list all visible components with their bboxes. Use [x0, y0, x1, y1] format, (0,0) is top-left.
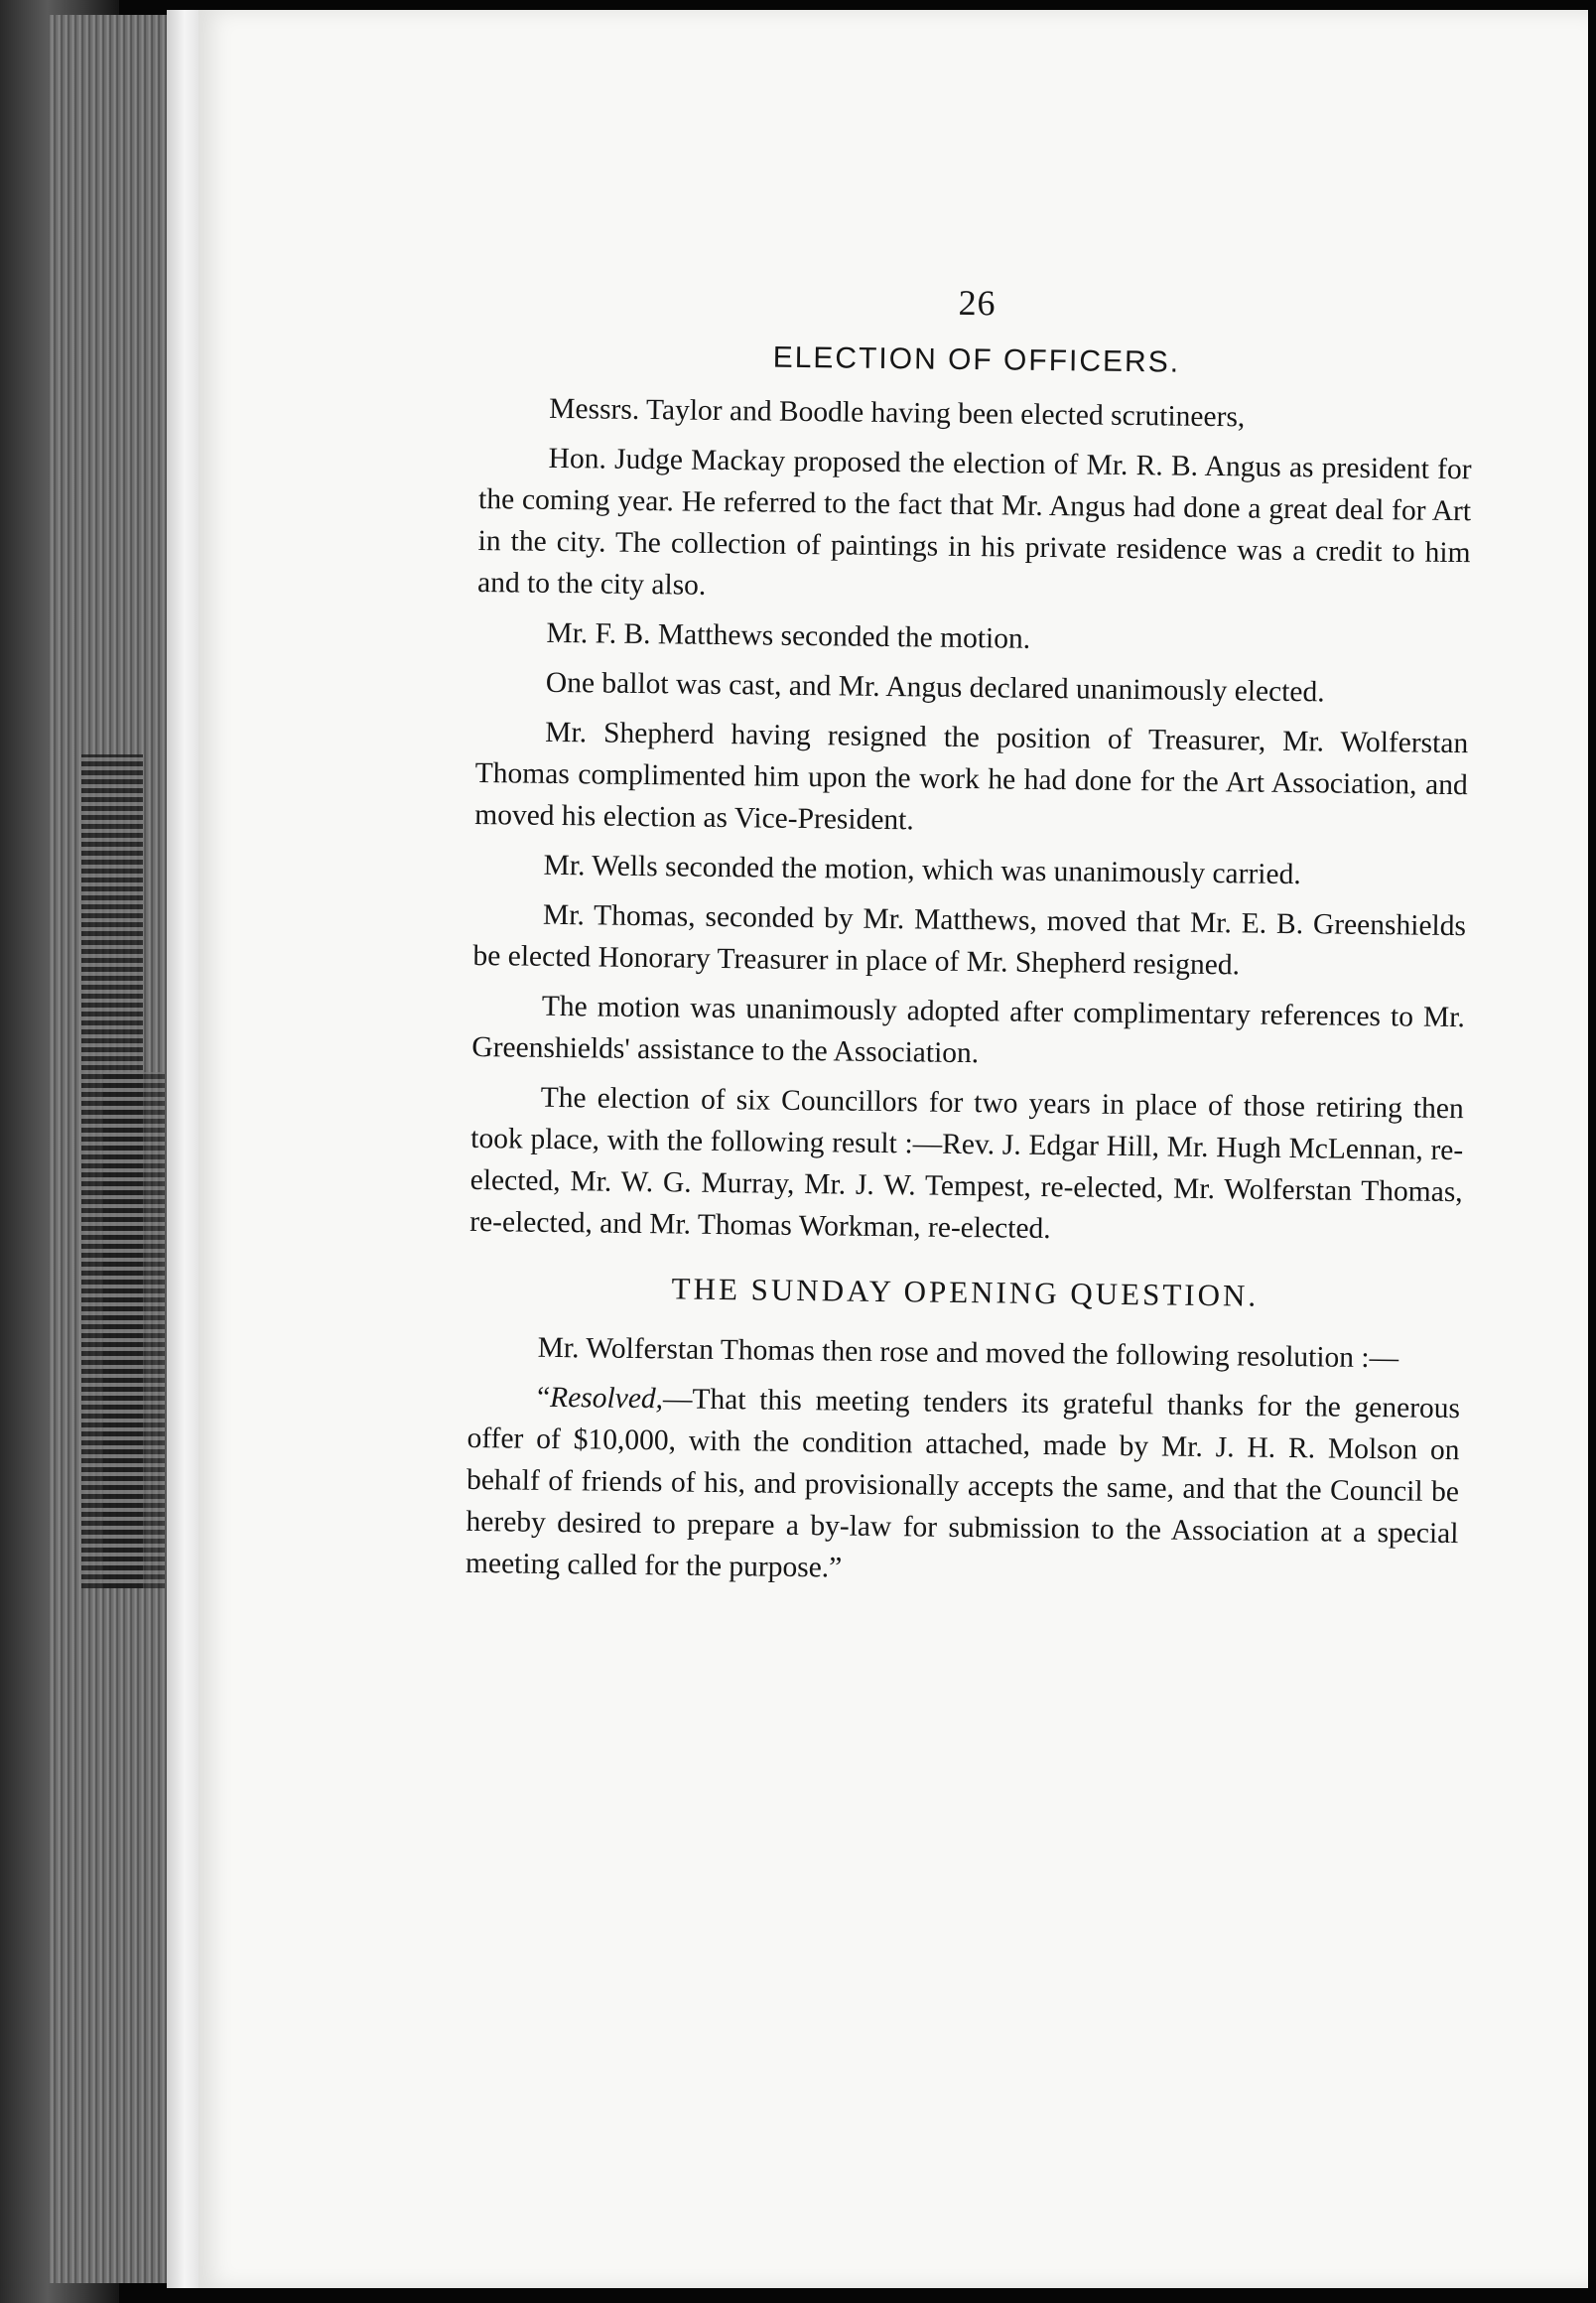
paragraph-councillors: The election of six Councillors for two years in place of those retiring then took place, with the following result :—Rev. J. Edgar Hill, Mr. Hugh McLennan, re-elected, Mr. W. G. Murray, Mr. J. W. Tempest, re-elected, Mr. Wolferstan Thomas, re-elected, and Mr. Thomas Workman, re-elected.: [469, 1081, 1464, 1246]
paragraph-resolution: [466, 1376, 1460, 1596]
paragraph-seconded: Mr. F. B. Matthews seconded the motion.: [546, 616, 1031, 655]
page-number: 26: [958, 282, 997, 324]
resolution-text: —That this meeting tenders its grateful thanks for the generous offer of $10,000, with the condition attached, made by Mr. J. H. R. Molson on behalf of friends of his, and provisionally accepts the same, and that the Council be hereby desired to prepare a by-law for submission to the Association at a special meeting called for the purpose.”: [465, 1383, 1461, 1584]
open-quote: “: [536, 1381, 551, 1414]
resolution-italic: Resolved,: [549, 1381, 664, 1416]
paragraph-treasurer: Mr. Thomas, seconded by Mr. Matthews, moved that Mr. E. B. Greenshields be elected Honorary Treasurer in place of Mr. Shepherd resigned.: [472, 898, 1467, 982]
paragraph-president-nomination: Hon. Judge Mackay proposed the election of Mr. R. B. Angus as president for the coming year. He referred to the fact that Mr. Angus had done a great deal for Art in the city. The collection of paintings in his private residence was a credit to him and to the city also.: [476, 442, 1472, 602]
section-heading-election: ELECTION OF OFFICERS.: [772, 340, 1181, 379]
paragraph-ballot: One ballot was cast, and Mr. Angus declared unanimously elected.: [545, 666, 1325, 709]
paragraph-vice-president: Mr. Shepherd having resigned the position of Treasurer, Mr. Wolferstan Thomas complimented him upon the work he had done for the Art Association, and moved his election as Vice-President.: [474, 716, 1469, 837]
paragraph-wells-seconded: Mr. Wells seconded the motion, which was unanimously carried.: [543, 849, 1301, 891]
page-text: [466, 266, 1474, 1604]
library-stamp-marks-secondary: [103, 1072, 165, 1588]
paragraph-motion-adopted: The motion was unanimously adopted after complimentary references to Mr. Greenshields' assistance to the Association.: [471, 990, 1466, 1070]
paragraph-scrutineers: Messrs. Taylor and Boodle having been elected scrutineers,: [549, 392, 1246, 434]
section-heading-sunday-opening: THE SUNDAY OPENING QUESTION.: [671, 1271, 1260, 1313]
paragraph-resolution-intro: Mr. Wolferstan Thomas then rose and moved the following resolution :—: [537, 1331, 1399, 1375]
